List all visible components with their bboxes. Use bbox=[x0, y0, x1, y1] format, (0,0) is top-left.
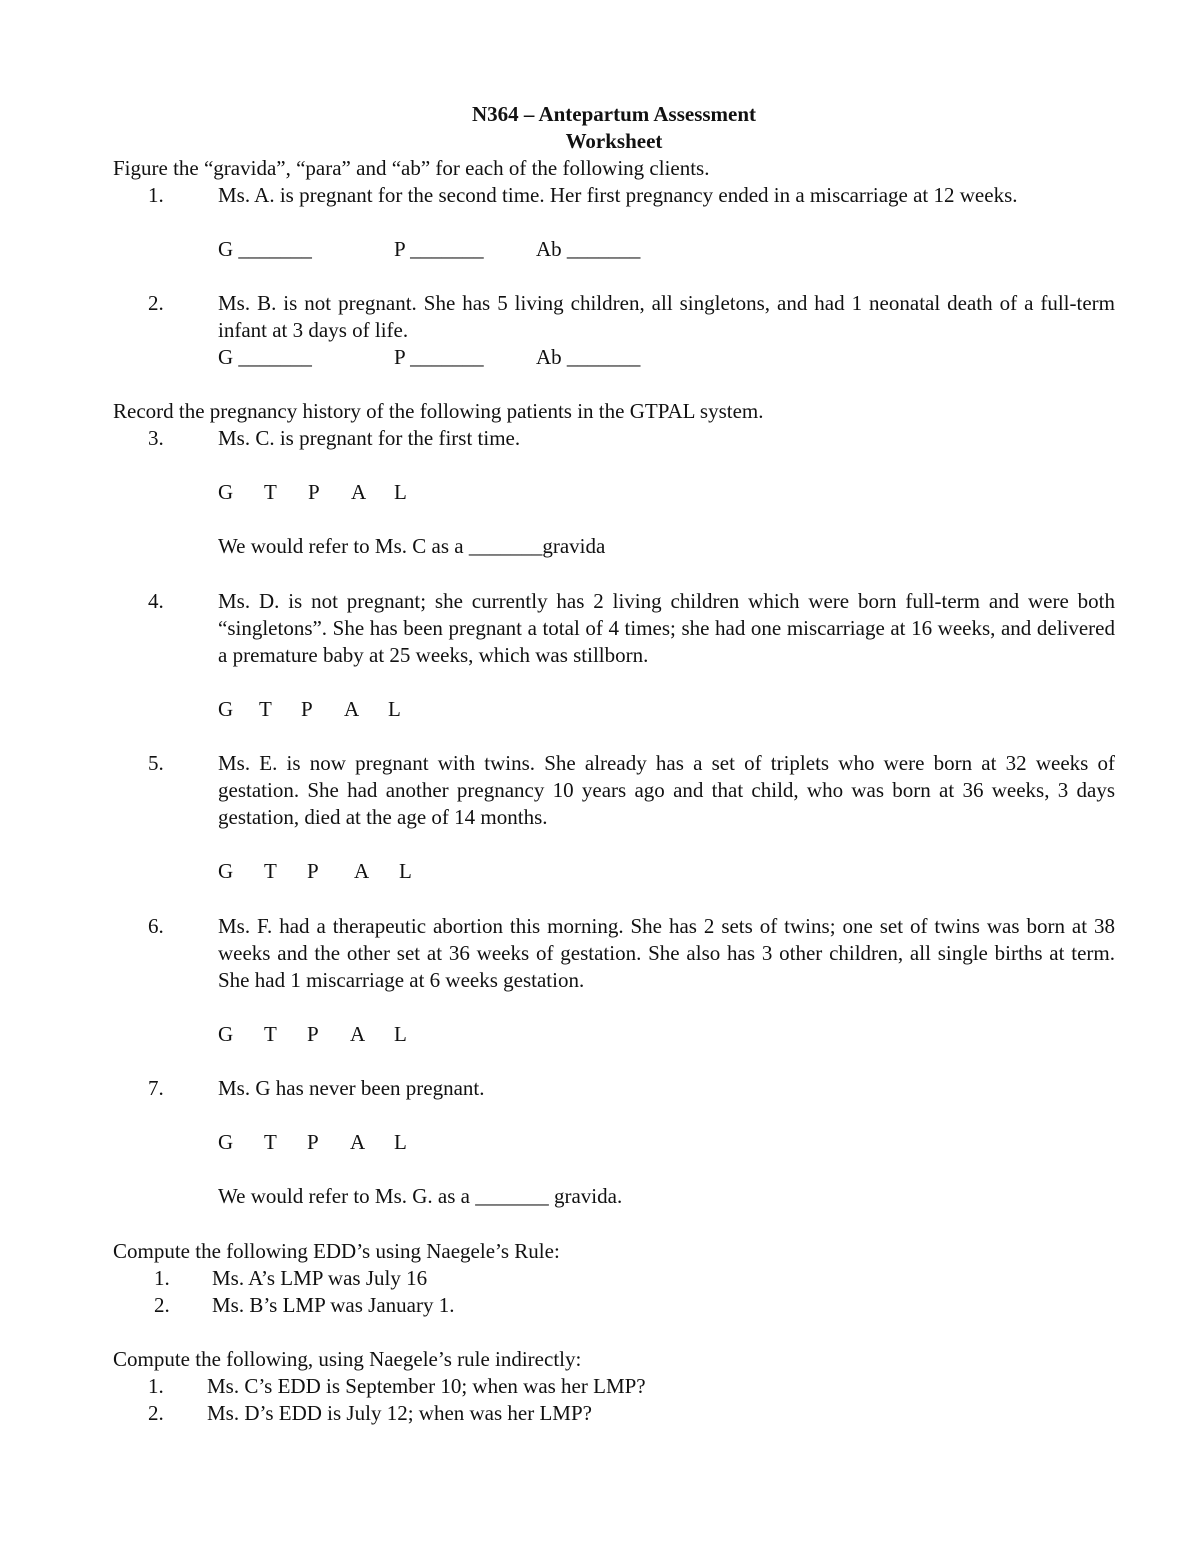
gtpal-p: P bbox=[307, 1130, 319, 1154]
gtpal-a: A bbox=[354, 859, 370, 883]
gtpal-t: T bbox=[264, 1022, 277, 1046]
section1-instruction: Figure the “gravida”, “para” and “ab” for each of the following clients. bbox=[113, 156, 710, 180]
gtpal-l: L bbox=[388, 697, 401, 721]
section3-instruction: Compute the following EDD’s using Naegele’s Rule: bbox=[113, 1239, 560, 1263]
gtpal-a: A bbox=[350, 1130, 366, 1154]
page-title: N364 – Antepartum Assessment bbox=[471, 102, 757, 126]
gtpal-t: T bbox=[264, 859, 277, 883]
item-text: Ms. F. had a therapeutic abortion this morning. She has 2 sets of twins; one set of twins was born at 38 weeks and the other set at 36 weeks of gestation. She also has 3 other children, all single births at term. She had 1 miscarriage at 6 weeks gestation. bbox=[218, 914, 1115, 992]
ab-blank: Ab _______ bbox=[536, 345, 641, 369]
item-text: Ms. C. is pregnant for the first time. bbox=[218, 426, 521, 450]
item-number: 6. bbox=[148, 914, 164, 938]
gtpal-g: G bbox=[218, 697, 234, 721]
item-number: 2. bbox=[154, 1293, 170, 1317]
item-number: 7. bbox=[148, 1076, 164, 1100]
gtpal-a: A bbox=[351, 480, 367, 504]
g-blank: G _______ bbox=[218, 237, 312, 261]
section4-instruction: Compute the following, using Naegele’s rule indirectly: bbox=[113, 1347, 582, 1371]
ab-blank: Ab _______ bbox=[536, 237, 641, 261]
item-text: Ms. B. is not pregnant. She has 5 living children, all singletons, and had 1 neonatal death of a full-term infant at 3 days of life. bbox=[218, 291, 1115, 342]
item-number: 2. bbox=[148, 291, 164, 315]
item-number: 4. bbox=[148, 589, 164, 613]
item-number: 2. bbox=[148, 1401, 164, 1425]
item-text: Ms. A’s LMP was July 16 bbox=[212, 1266, 428, 1290]
gtpal-t: T bbox=[264, 1130, 277, 1154]
p-blank: P _______ bbox=[394, 345, 484, 369]
gtpal-p: P bbox=[307, 1022, 319, 1046]
gtpal-t: T bbox=[264, 480, 277, 504]
gravida-note: We would refer to Ms. G. as a _______ gravida. bbox=[218, 1184, 623, 1208]
item-text: Ms. E. is now pregnant with twins. She already has a set of triplets who were born at 32 weeks of gestation. She had another pregnancy 10 years ago and that child, who was born at 36 weeks, 3 days gestation, died at the age of 14 months. bbox=[218, 751, 1115, 829]
item-text: Ms. D’s EDD is July 12; when was her LMP? bbox=[207, 1401, 592, 1425]
gtpal-l: L bbox=[394, 1130, 407, 1154]
gtpal-p: P bbox=[308, 480, 320, 504]
gtpal-g: G bbox=[218, 480, 234, 504]
gtpal-a: A bbox=[350, 1022, 366, 1046]
gravida-note: We would refer to Ms. C as a _______gravida bbox=[218, 534, 606, 558]
gtpal-p: P bbox=[301, 697, 313, 721]
gtpal-g: G bbox=[218, 1130, 234, 1154]
item-number: 1. bbox=[148, 183, 164, 207]
g-blank: G _______ bbox=[218, 345, 312, 369]
section2-instruction: Record the pregnancy history of the following patients in the GTPAL system. bbox=[113, 399, 764, 423]
gtpal-t: T bbox=[259, 697, 272, 721]
gtpal-g: G bbox=[218, 859, 234, 883]
item-text: Ms. B’s LMP was January 1. bbox=[212, 1293, 455, 1317]
item-text: Ms. A. is pregnant for the second time. Her first pregnancy ended in a miscarriage at 12 weeks. bbox=[218, 183, 1018, 207]
item-number: 1. bbox=[148, 1374, 164, 1398]
p-blank: P _______ bbox=[394, 237, 484, 261]
item-number: 1. bbox=[154, 1266, 170, 1290]
item-number: 5. bbox=[148, 751, 164, 775]
page-subtitle: Worksheet bbox=[565, 129, 663, 153]
gtpal-g: G bbox=[218, 1022, 234, 1046]
gtpal-l: L bbox=[399, 859, 412, 883]
item-text: Ms. C’s EDD is September 10; when was her LMP? bbox=[207, 1374, 646, 1398]
gtpal-l: L bbox=[394, 480, 407, 504]
item-text: Ms. G has never been pregnant. bbox=[218, 1076, 485, 1100]
gtpal-p: P bbox=[307, 859, 319, 883]
item-text: Ms. D. is not pregnant; she currently has 2 living children which were born full-term and were both “singletons”. She has been pregnant a total of 4 times; she had one miscarriage at 16 weeks, and delivered a premature baby at 25 weeks, which was stillborn. bbox=[218, 589, 1115, 667]
item-number: 3. bbox=[148, 426, 164, 450]
gtpal-l: L bbox=[394, 1022, 407, 1046]
gtpal-a: A bbox=[344, 697, 360, 721]
